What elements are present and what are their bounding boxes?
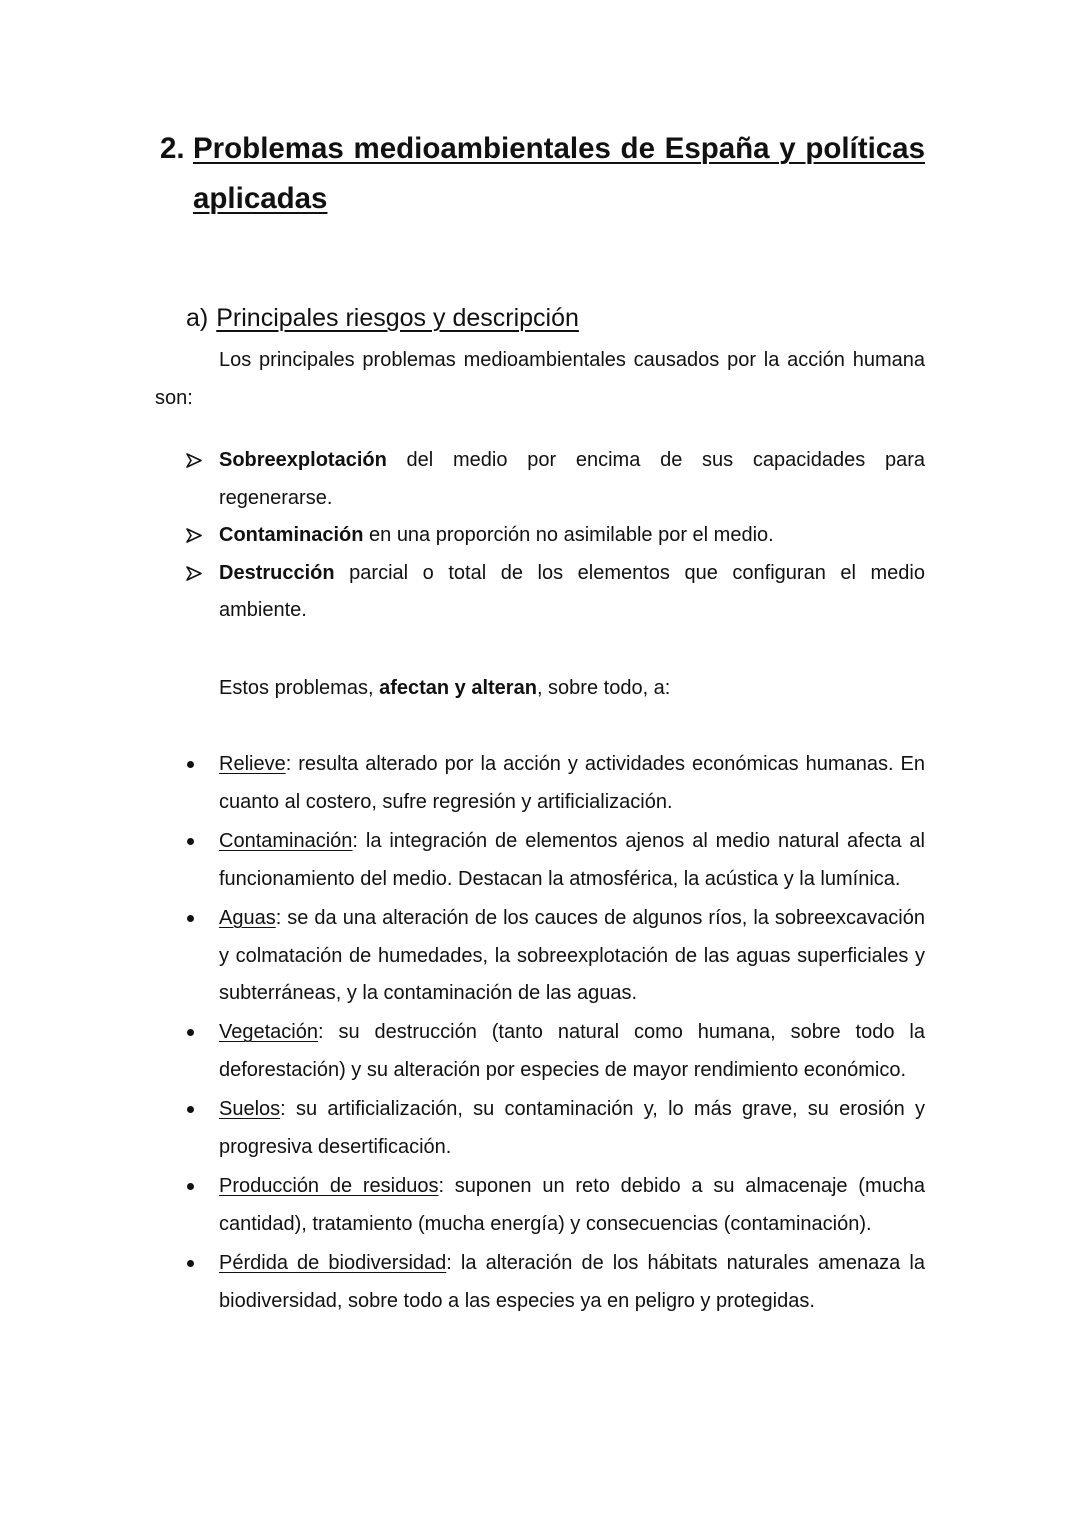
list-item bbox=[186, 1245, 925, 1320]
list-item bbox=[186, 555, 925, 630]
problem-term: Sobreexplotación bbox=[219, 449, 387, 471]
impact-text: : su artificialización, su contaminación y, lo más grave, su erosión y progresiva desertificación. bbox=[219, 1098, 925, 1159]
bullet-dot-icon bbox=[187, 761, 194, 768]
impact-term: Producción de residuos bbox=[219, 1175, 439, 1198]
bullet-dot-icon bbox=[187, 1029, 194, 1036]
impact-term: Aguas bbox=[219, 906, 276, 929]
problem-term: Destrucción bbox=[219, 561, 335, 584]
problem-text: del medio por encima de sus capacidades para regenerarse. bbox=[219, 449, 925, 509]
bullet-dot-icon bbox=[187, 838, 194, 845]
list-item bbox=[186, 900, 925, 1013]
impacts-list bbox=[186, 746, 925, 1322]
problem-text: parcial o total de los elementos que configuran el medio ambiente. bbox=[219, 561, 925, 621]
impact-term: Suelos bbox=[219, 1098, 281, 1121]
intro-paragraph: Los principales problemas medioambientales causados por la acción humana son: bbox=[155, 349, 925, 409]
arrow-bullet-icon bbox=[186, 442, 208, 480]
title-text-wrapper bbox=[193, 124, 925, 224]
bullet-dot-icon bbox=[187, 1183, 194, 1190]
section-letter: a) bbox=[186, 304, 209, 332]
list-item bbox=[186, 1091, 925, 1166]
bullet-dot-icon bbox=[187, 1106, 194, 1113]
impact-text: : suponen un reto debido a su almacenaje (mucha cantidad), tratamiento (mucha energía) y consecuencias (contaminación). bbox=[219, 1175, 925, 1235]
list-item bbox=[186, 746, 925, 821]
section-heading bbox=[186, 301, 579, 335]
impact-term: Pérdida de biodiversidad bbox=[219, 1252, 447, 1275]
lead-before: Estos problemas, bbox=[219, 677, 380, 699]
page-title bbox=[160, 124, 925, 224]
list-item bbox=[186, 517, 925, 555]
impact-term: Vegetación bbox=[219, 1021, 318, 1044]
title-number: 2. bbox=[160, 132, 185, 165]
bullet-dot-icon bbox=[187, 1260, 194, 1267]
list-item bbox=[186, 1168, 925, 1243]
problem-term: Contaminación bbox=[219, 524, 364, 546]
impact-text: : se da una alteración de los cauces de algunos ríos, la sobreexcavación y colmatación de humedades, la sobreexplotación de las aguas superficiales y subterráneas, y la contaminación de las aguas. bbox=[219, 906, 925, 1005]
title-text: Problemas medioambientales de España y políticas aplicadas bbox=[193, 132, 925, 215]
lead-sentence bbox=[219, 670, 670, 708]
bullet-dot-icon bbox=[187, 915, 194, 922]
impact-text: : su destrucción (tanto natural como humana, sobre todo la deforestación) y su alteración por especies de mayor rendimiento económico. bbox=[219, 1021, 925, 1082]
problem-text: en una proporción no asimilable por el medio. bbox=[363, 524, 774, 546]
arrow-bullet-icon bbox=[186, 555, 208, 593]
lead-bold: afectan y alteran bbox=[379, 677, 537, 699]
list-item bbox=[186, 823, 925, 898]
lead-after: , sobre todo, a: bbox=[536, 677, 671, 699]
impact-term: Relieve bbox=[219, 753, 286, 775]
section-heading-text: Principales riesgos y descripción bbox=[216, 304, 579, 332]
problems-list bbox=[186, 442, 925, 630]
impact-text: : resulta alterado por la acción y actividades económicas humanas. En cuanto al costero, sufre regresión y artificialización. bbox=[219, 753, 925, 813]
impact-text: : la alteración de los hábitats naturales amenaza la biodiversidad, sobre todo a las especies ya en peligro y protegidas. bbox=[219, 1252, 925, 1312]
list-item bbox=[186, 1014, 925, 1089]
list-item bbox=[186, 442, 925, 517]
impact-text: : la integración de elementos ajenos al medio natural afecta al funcionamiento del medio. Destacan la atmosférica, la acústica y la lumínica. bbox=[219, 829, 925, 890]
impact-term: Contaminación bbox=[219, 829, 353, 852]
arrow-bullet-icon bbox=[186, 517, 208, 555]
